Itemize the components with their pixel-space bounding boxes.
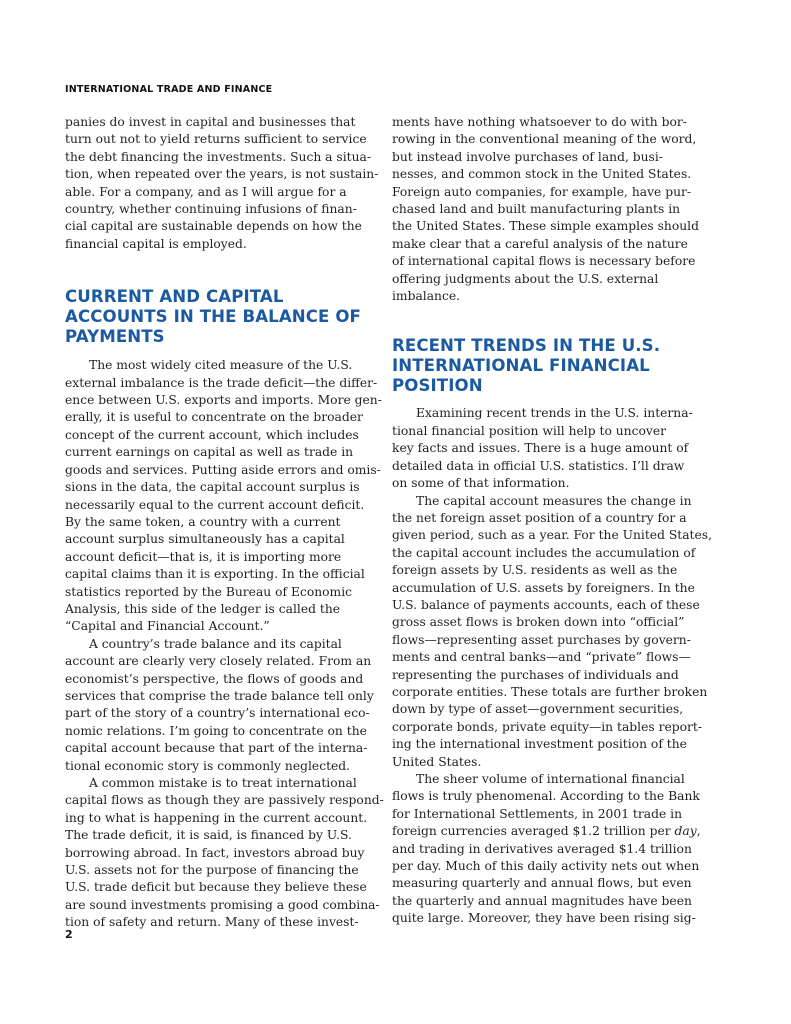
text-line: ence between U.S. exports and imports. More gen- [65,393,382,408]
text-line: rowing in the conventional meaning of the word, [392,132,697,147]
text-line: The sheer volume of international financial [416,772,685,786]
text-line: the debt financing the investments. Such a situa- [65,149,372,164]
text-line: measuring quarterly and annual flows, but even [392,876,692,891]
text-line: The most widely cited measure of the U.S. [89,358,353,373]
text-line: capital claims than it is exporting. In the official [65,567,365,582]
text-line: U.S. assets not for the purpose of financing the [65,863,359,878]
text-line: capital account because that part of the interna- [65,741,368,756]
left-column [65,114,384,932]
right-paragraph-3 [392,771,701,928]
text-line: the capital account includes the accumulation of [392,545,696,560]
text-line: gross asset flows is broken down into “official” [392,615,685,630]
text-line: statistics reported by the Bureau of Economic [65,584,353,599]
text-line: country, whether continuing infusions of finan- [65,202,357,217]
text-line: account are clearly very closely related. From an [65,654,372,669]
text-line: The capital account measures the change in [416,493,692,508]
text-line: per day. Much of this daily activity nets out when [392,859,700,874]
text-line: U.S. balance of payments accounts, each of these [392,597,700,612]
text-line: flows is truly phenomenal. According to the Bank [392,789,700,804]
text-line: the United States. These simple examples should [392,219,699,234]
text-line: goods and services. Putting aside errors and omis- [65,462,381,477]
text-line: foreign currencies averaged $1.2 trillion per day, [392,824,701,839]
text-line: cial capital are sustainable depends on how the [65,219,362,234]
text-line: corporate bonds, private equity—in tables report- [392,719,702,734]
text-line: capital flows as though they are passively respond- [65,793,384,808]
text-line: concept of the current account, which includes [65,427,359,442]
text-line: tion, when repeated over the years, is not sustain- [65,167,379,182]
text-line: Examining recent trends in the U.S. interna- [416,406,693,421]
text-line: services that comprise the trade balance tell only [65,688,374,703]
text-line: nesses, and common stock in the United States. [392,167,692,182]
text-line: panies do invest in capital and businesses that [65,115,356,129]
left-paragraph-3 [65,775,384,932]
text-line: A country’s trade balance and its capital [89,636,342,651]
text-line: erally, it is useful to concentrate on the broader [65,410,363,425]
text-line: of international capital flows is necessary before [392,254,696,269]
text-line: United States. [392,754,482,769]
text-line: imbalance. [392,289,461,304]
heading-line: ACCOUNTS IN THE BALANCE OF [65,307,361,327]
heading-line: INTERNATIONAL FINANCIAL [392,356,650,376]
text-line: A common mistake is to treat international [89,776,357,790]
heading-line: RECENT TRENDS IN THE U.S. [392,336,661,356]
text-line: flows—representing asset purchases by govern- [392,632,691,647]
text-line: turn out not to yield returns sufficient to service [65,132,367,147]
page-number: 2 [65,928,73,941]
heading-line: PAYMENTS [65,327,165,347]
text-line: chased land and built manufacturing plants in [392,202,681,217]
text-line: accumulation of U.S. assets by foreigners. In the [392,580,695,595]
text-line: able. For a company, and as I will argue for a [65,184,347,199]
text-line: ments have nothing whatsoever to do with bor- [392,115,687,129]
text-line: the quarterly and annual magnitudes have been [392,893,692,908]
text-line: the net foreign asset position of a country for a [392,510,687,525]
text-line: necessarily equal to the current account deficit. [65,497,365,512]
text-line: economist’s perspective, the flows of goods and [65,671,364,686]
text-line: ments and central banks—and “private” flows— [392,650,691,665]
text-line: borrowing abroad. In fact, investors abroad buy [65,845,365,860]
text-line: key facts and issues. There is a huge amount of [392,441,689,456]
right-column [392,114,712,928]
text-line: given period, such as a year. For the United States, [392,528,712,543]
text-line: The trade deficit, it is said, is financed by U.S. [65,828,352,843]
left-paragraph-1 [65,357,382,636]
text-line: corporate entities. These totals are further broken [392,684,708,699]
section-heading-current-capital-accounts [65,287,370,347]
text-line: foreign assets by U.S. residents as well as the [392,563,678,578]
text-line: ing to what is happening in the current account. [65,810,368,825]
text-line: and trading in derivatives averaged $1.4 trillion [392,841,692,856]
text-line: “Capital and Financial Account.” [65,619,270,634]
text-line: ing the international investment position of the [392,737,687,752]
heading-line: CURRENT AND CAPITAL [65,287,284,307]
running-head: INTERNATIONAL TRADE AND FINANCE [65,84,273,95]
right-intro-paragraph [392,114,697,305]
text-line: but instead involve purchases of land, busi- [392,149,663,164]
text-line: are sound investments promising a good combina- [65,897,380,912]
section-heading-recent-trends [392,336,697,396]
text-line: external imbalance is the trade deficit—the differ- [65,375,378,390]
text-line: offering judgments about the U.S. external [392,271,659,286]
text-line: account deficit—that is, it is importing more [65,549,342,564]
text-line: current earnings on capital as well as trade in [65,445,354,460]
text-line: tional economic story is commonly neglected. [65,758,351,773]
text-line: By the same token, a country with a current [65,514,341,529]
text-line: on some of that information. [392,476,570,491]
text-line: for International Settlements, in 2001 trade in [392,806,682,821]
heading-line: POSITION [392,376,483,396]
left-intro-paragraph [65,114,379,253]
text-line: Analysis, this side of the ledger is called the [65,601,341,616]
right-paragraph-1 [392,405,697,492]
text-line: down by type of asset—government securities, [392,702,684,717]
left-paragraph-2 [65,636,374,775]
text-line: tional financial position will help to uncover [392,423,666,438]
text-line: quite large. Moreover, they have been rising sig- [392,911,696,926]
text-line: account surplus simultaneously has a capital [65,532,345,547]
text-line: detailed data in official U.S. statistics. I’ll draw [392,458,685,473]
text-line: nomic relations. I’m going to concentrate on the [65,723,367,738]
text-line: sions in the data, the capital account surplus is [65,480,360,495]
text-line: representing the purchases of individuals and [392,667,679,682]
text-line: Foreign auto companies, for example, have pur- [392,184,692,199]
text-line: financial capital is employed. [65,236,247,251]
text-line: part of the story of a country’s international eco- [65,706,370,721]
text-line: U.S. trade deficit but because they believe these [65,880,367,895]
text-line: tion of safety and return. Many of these invest- [65,915,359,930]
right-paragraph-2 [392,493,712,772]
text-line: make clear that a careful analysis of the nature [392,236,688,251]
